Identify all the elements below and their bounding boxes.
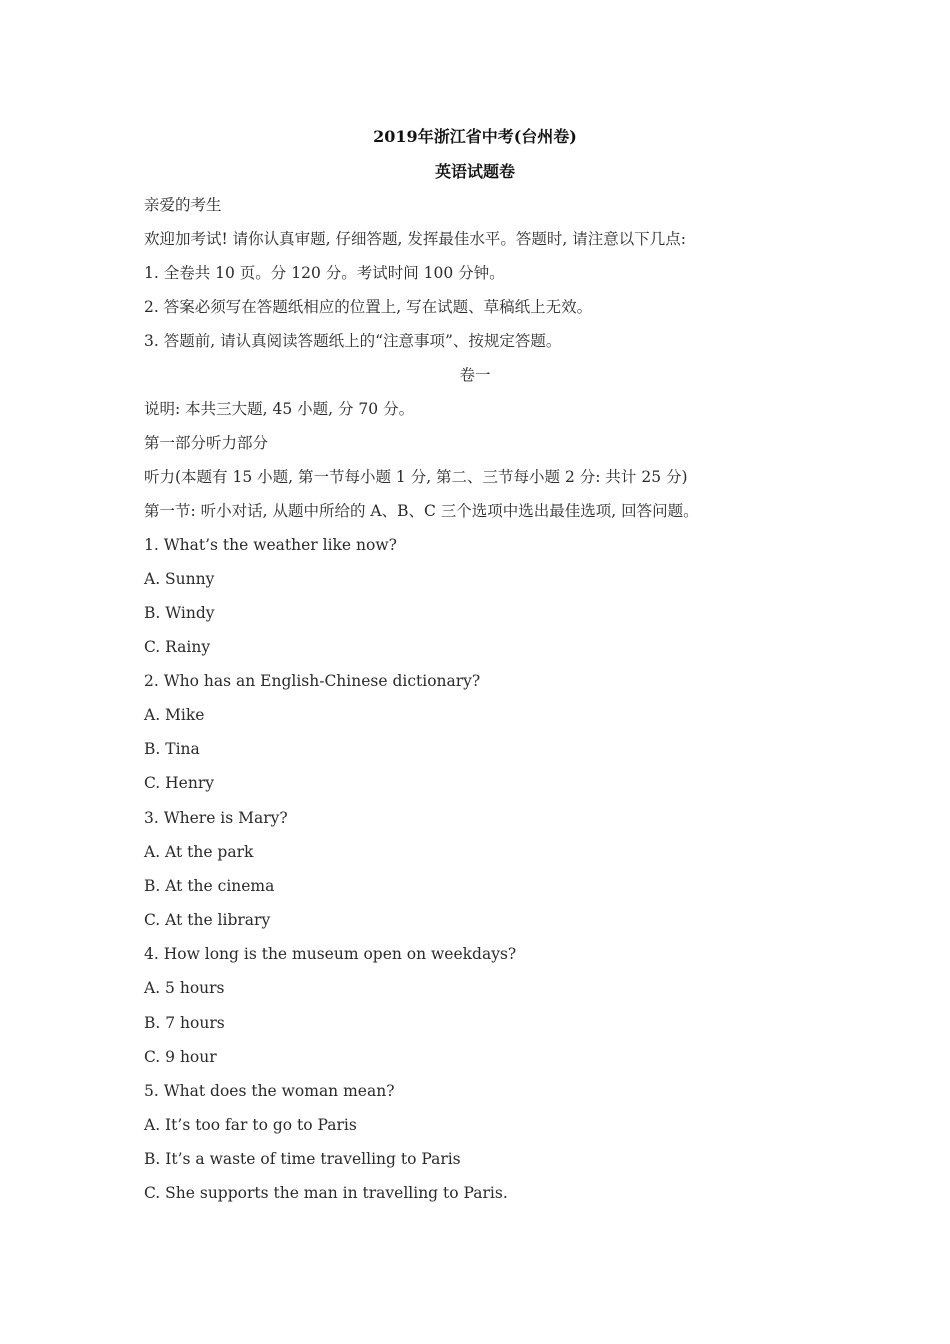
exam-subtitle: 英语试题卷 <box>434 162 515 181</box>
exam-title: 2019年浙江省中考(台州卷) <box>373 127 577 146</box>
question-option: B. Tina <box>144 740 200 758</box>
question-option: C. 9 hour <box>144 1048 217 1066</box>
welcome-text: 欢迎加考试! 请你认真审题, 仔细答题, 发挥最佳水平。答题时, 请注意以下几点: <box>144 230 686 248</box>
note-item: 2. 答案必须写在答题纸相应的位置上, 写在试题、草稿纸上无效。 <box>144 298 593 316</box>
question-stem: 1. What’s the weather like now? <box>144 536 397 554</box>
question-option: C. Rainy <box>144 638 211 656</box>
question-stem: 5. What does the woman mean? <box>144 1082 395 1100</box>
part-title: 第一部分听力部分 <box>144 434 269 452</box>
question-option: C. She supports the man in travelling to Paris. <box>144 1184 508 1202</box>
question-stem: 4. How long is the museum open on weekdays? <box>144 945 517 963</box>
question-option: B. At the cinema <box>144 877 275 895</box>
question-stem: 3. Where is Mary? <box>144 809 288 827</box>
question-option: A. Mike <box>144 706 205 724</box>
volume-description: 说明: 本共三大题, 45 小题, 分 70 分。 <box>144 400 415 418</box>
question-option: B. 7 hours <box>144 1014 225 1032</box>
question-option: C. Henry <box>144 774 214 792</box>
question-stem: 2. Who has an English-Chinese dictionary? <box>144 672 481 690</box>
question-option: A. At the park <box>144 843 254 861</box>
volume-label: 卷一 <box>459 366 491 384</box>
question-option: B. It’s a waste of time travelling to Paris <box>144 1150 461 1168</box>
question-option: A. It’s too far to go to Paris <box>144 1116 357 1134</box>
greeting: 亲爱的考生 <box>144 196 222 214</box>
question-option: A. 5 hours <box>144 979 225 997</box>
listening-note: 听力(本题有 15 小题, 第一节每小题 1 分, 第二、三节每小题 2 分: 共计 25 分) <box>144 468 688 486</box>
question-option: A. Sunny <box>144 570 215 588</box>
question-option: B. Windy <box>144 604 215 622</box>
note-item: 1. 全卷共 10 页。分 120 分。考试时间 100 分钟。 <box>144 264 505 282</box>
note-item: 3. 答题前, 请认真阅读答题纸上的“注意事项”、按规定答题。 <box>144 332 562 350</box>
question-option: C. At the library <box>144 911 271 929</box>
section-note: 第一节: 听小对话, 从题中所给的 A、B、C 三个选项中选出最佳选项, 回答问题。 <box>144 502 699 520</box>
